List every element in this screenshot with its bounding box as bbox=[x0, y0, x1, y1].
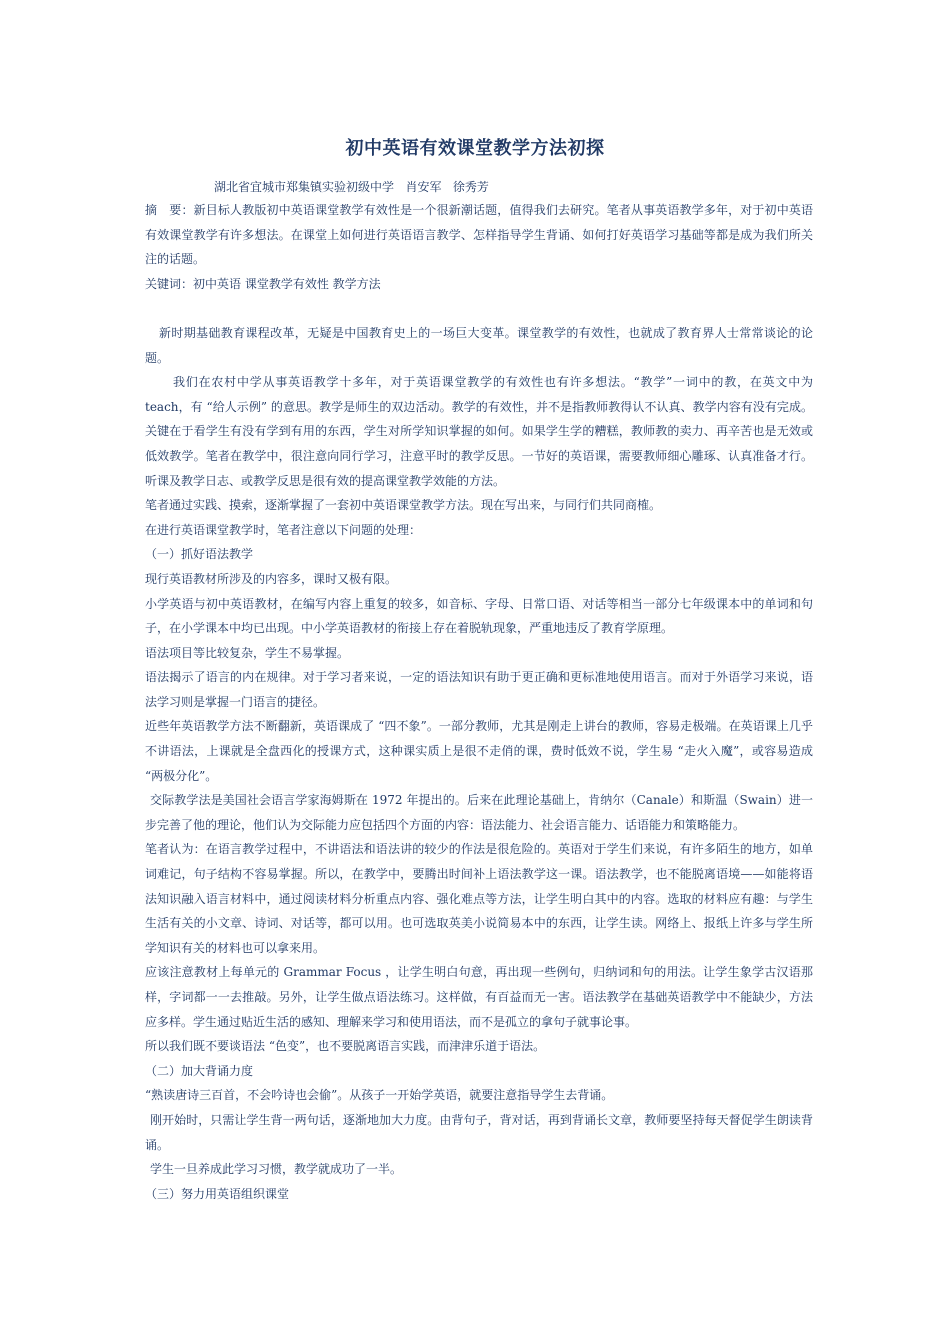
body-paragraph: “熟读唐诗三百首，不会吟诗也会偷”。从孩子一开始学英语，就要注意指导学生去背诵。 bbox=[145, 1088, 614, 1103]
section-heading: （二）加大背诵力度 bbox=[145, 1063, 254, 1078]
body-paragraph: 刚开始时，只需让学生背一两句话，逐渐地加大力度。由背句子，背对话，再到背诵长文章，教师要坚持每天督促学生朗读背诵。 bbox=[145, 1112, 813, 1152]
body-paragraph: 在进行英语课堂教学时，笔者注意以下问题的处理： bbox=[145, 522, 422, 537]
body-paragraph: 我们在农村中学从事英语教学十多年，对于英语课堂教学的有效性也有许多想法。“教学”一词中的教，在英文中为teach，有 “给人示例” 的意思。教学是师生的双边活动。教学的有效性，并不是指教师教得认不认真、教学内容有没有完成。关键在于看学生有没有学到有用的东西，学生对所学知识掌握的如何。如果学生学的糟糕，教师教的卖力、再辛苦也是无效或低效教学。笔者在教学中，很注意向同行学习，注意平时的教学反思。一节好的英语课，需要教师细心雕琢、认真准备才行。听课及教学日志、或教学反思是很有效的提高课堂教学效能的方法。 bbox=[145, 375, 813, 488]
keywords-line: 关键词：初中英语 课堂教学有效性 教学方法 bbox=[145, 276, 381, 291]
body-paragraph: 笔者通过实践、摸索，逐渐掌握了一套初中英语课堂教学方法。现在写出来，与同行们共同商榷。 bbox=[145, 498, 662, 513]
section-heading: （一）抓好语法教学 bbox=[145, 547, 254, 562]
body-paragraph: 近些年英语教学方法不断翻新，英语课成了 “四不象”。一部分教师，尤其是刚走上讲台的教师，容易走极端。在英语课上几乎不讲语法，上课就是全盘西化的授课方式，这种课实质上是很不走俏的课，费时低效不说，学生易 “走火入魔”，或容易造成 “两极分化”。 bbox=[145, 719, 813, 783]
abstract-paragraph: 摘 要：新目标人教版初中英语课堂教学有效性是一个很新潮话题，值得我们去研究。笔者从事英语教学多年，对于初中英语有效课堂教学有许多想法。在课堂上如何进行英语语言教学、怎样指导学生背诵、如何打好英语学习基础等都是成为我们所关注的话题。 bbox=[145, 203, 813, 267]
author-line: 湖北省宜城市郑集镇实验初级中学 肖安军 徐秀芳 bbox=[214, 180, 489, 194]
body-paragraph: 交际教学法是美国社会语言学家海姆斯在 1972 年提出的。后来在此理论基础上，肯纳尔（Canale）和斯温（Swain）进一步完善了他的理论，他们认为交际能力应包括四个方面的内容：语法能力、社会语言能力、话语能力和策略能力。 bbox=[145, 793, 813, 832]
body-paragraph: 所以我们既不要谈语法 “色变”，也不要脱离语言实践，而津津乐道于语法。 bbox=[145, 1039, 546, 1054]
document-body bbox=[145, 198, 813, 1206]
body-paragraph: 学生一旦养成此学习习惯，教学就成功了一半。 bbox=[150, 1162, 403, 1177]
body-paragraph: 语法项目等比较复杂，学生不易掌握。 bbox=[145, 645, 350, 660]
body-paragraph: 新时期基础教育课程改革，无疑是中国教育史上的一场巨大变革。课堂教学的有效性，也就成了教育界人士常常谈论的论题。 bbox=[145, 325, 813, 365]
document-title: 初中英语有效课堂教学方法初探 bbox=[345, 138, 605, 159]
body-paragraph: 应该注意教材上每单元的 Grammar Focus ，让学生明白句意，再出现一些例句，归纳词和句的用法。让学生象学古汉语那样，字词都一一去推敲。另外，让学生做点语法练习。这样做，有百益而无一害。语法教学在基础英语教学中不能缺少，方法应多样。学生通过贴近生活的感知、理解来学习和使用语法，而不是孤立的拿句子就事论事。 bbox=[145, 965, 813, 1029]
body-paragraph: 笔者认为：在语言教学过程中，不讲语法和语法讲的较少的作法是很危险的。英语对于学生们来说，有许多陌生的地方，如单词难记，句子结构不容易掌握。所以，在教学中，要腾出时间补上语法教学这一课。语法教学，也不能脱离语境——如能将语法知识融入语言材料中，通过阅读材料分析重点内容、强化难点等方法，让学生明白其中的内容。选取的材料应有趣：与学生生活有关的小文章、诗词、对话等，都可以用。也可选取英美小说简易本中的东西，让学生读。网络上、报纸上许多与学生所学知识有关的材料也可以拿来用。 bbox=[145, 842, 813, 955]
section-heading: （三）努力用英语组织课堂 bbox=[145, 1186, 290, 1201]
body-paragraph: 现行英语教材所涉及的内容多，课时又极有限。 bbox=[145, 571, 398, 586]
body-paragraph: 语法揭示了语言的内在规律。对于学习者来说，一定的语法知识有助于更正确和更标准地使用语言。而对于外语学习来说，语法学习则是掌握一门语言的捷径。 bbox=[145, 670, 813, 709]
body-paragraph: 小学英语与初中英语教材，在编写内容上重复的较多，如音标、字母、日常口语、对话等相当一部分七年级课本中的单词和句子，在小学课本中均已出现。中小学英语教材的衔接上存在着脱轨现象，严重地违反了教育学原理。 bbox=[145, 596, 813, 636]
